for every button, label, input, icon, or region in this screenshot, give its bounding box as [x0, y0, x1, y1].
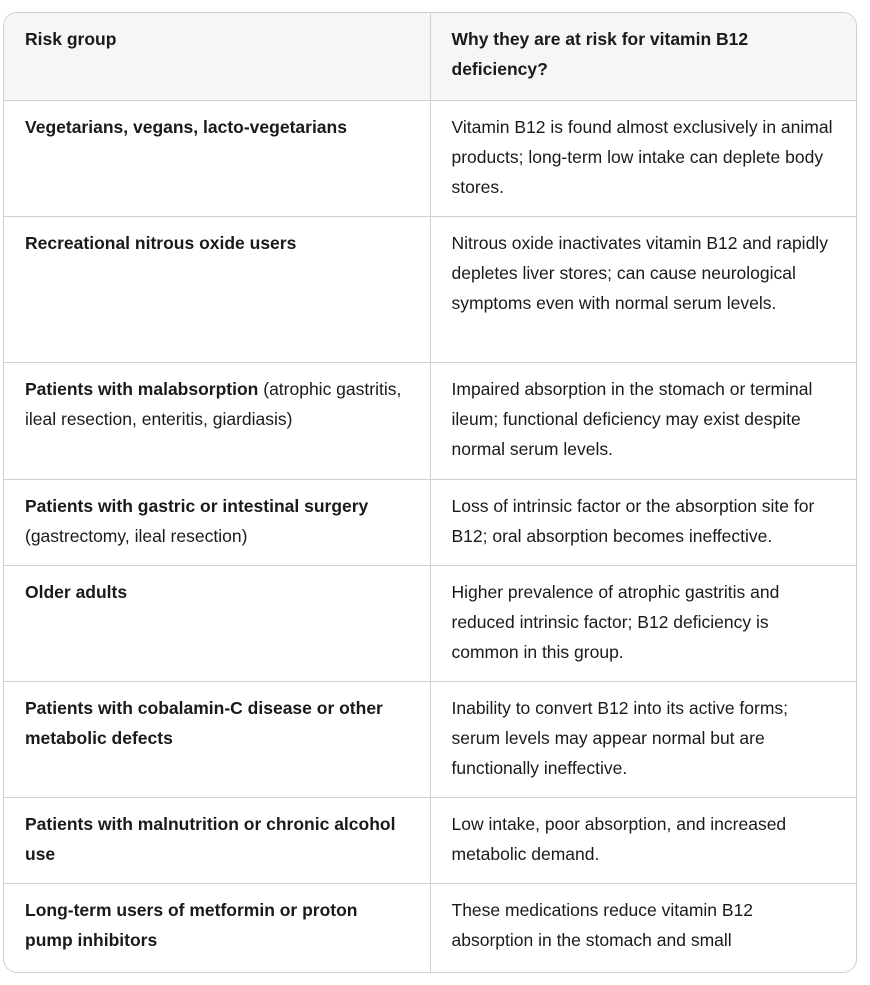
table-row: [4, 479, 856, 565]
risk-group-name: Patients with malnutrition or chronic alcohol use: [25, 813, 396, 864]
risk-table-container: [3, 12, 857, 973]
reason-cell: These medications reduce vitamin B12 absorption in the stomach and small: [430, 883, 856, 973]
reason-cell: Loss of intrinsic factor or the absorption site for B12; oral absorption becomes ineffective.: [430, 479, 856, 565]
risk-group-detail: (atrophic gastritis, ileal resection, enteritis, giardiasis): [25, 378, 402, 429]
risk-group-cell: [4, 479, 430, 565]
risk-group-name: Patients with gastric or intestinal surgery: [25, 495, 369, 516]
risk-group-cell: [4, 565, 430, 681]
reason-cell: Impaired absorption in the stomach or terminal ileum; functional deficiency may exist despite normal serum levels.: [430, 362, 856, 479]
risk-group-cell: [4, 100, 430, 216]
risk-group-name: Long-term users of metformin or proton pump inhibitors: [25, 899, 358, 950]
risk-group-detail: (gastrectomy, ileal resection): [25, 525, 248, 546]
table-row: [4, 883, 856, 973]
risk-group-cell: [4, 681, 430, 797]
table-header-row: [4, 13, 856, 100]
header-why-at-risk: Why they are at risk for vitamin B12 deficiency?: [430, 13, 856, 100]
reason-cell: Inability to convert B12 into its active forms; serum levels may appear normal but are functionally ineffective.: [430, 681, 856, 797]
reason-cell: Vitamin B12 is found almost exclusively in animal products; long-term low intake can deplete body stores.: [430, 100, 856, 216]
risk-group-name: Patients with cobalamin-C disease or other metabolic defects: [25, 697, 383, 748]
risk-group-cell: [4, 883, 430, 973]
table-row: [4, 362, 856, 479]
header-risk-group: Risk group: [4, 13, 430, 100]
table-row: [4, 797, 856, 883]
risk-group-cell: [4, 216, 430, 362]
risk-group-cell: [4, 797, 430, 883]
risk-group-name: Vegetarians, vegans, lacto-vegetarians: [25, 116, 347, 137]
reason-cell: Nitrous oxide inactivates vitamin B12 and rapidly depletes liver stores; can cause neurological symptoms even with normal serum levels.: [430, 216, 856, 362]
table-row: [4, 216, 856, 362]
reason-cell: Higher prevalence of atrophic gastritis and reduced intrinsic factor; B12 deficiency is common in this group.: [430, 565, 856, 681]
table-row: [4, 100, 856, 216]
table-row: [4, 681, 856, 797]
risk-group-name: Older adults: [25, 581, 128, 602]
risk-group-name: Patients with malabsorption: [25, 378, 259, 399]
reason-cell: Low intake, poor absorption, and increased metabolic demand.: [430, 797, 856, 883]
risk-table: [4, 13, 856, 973]
table-row: [4, 565, 856, 681]
risk-group-name: Recreational nitrous oxide users: [25, 232, 297, 253]
risk-group-cell: [4, 362, 430, 479]
